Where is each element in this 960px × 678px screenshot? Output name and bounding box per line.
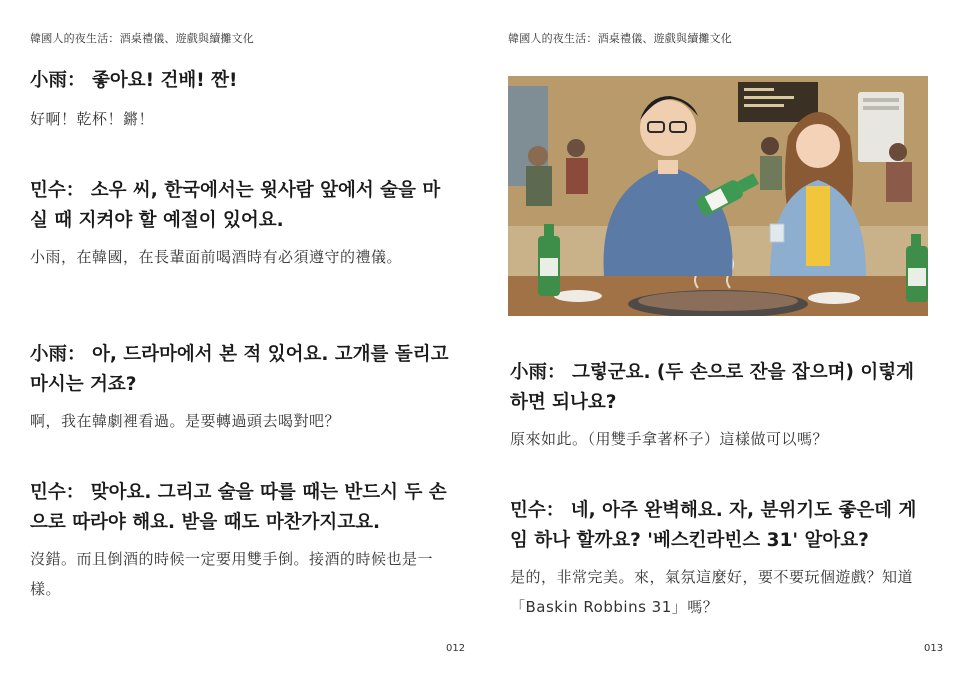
dialogue-line <box>510 496 930 622</box>
korean-text: 그렇군요. (두 손으로 잔을 잡으며) 이렇게 하면 되나요? <box>510 362 915 413</box>
chinese-translation: 小雨，在韓國，在長輩面前喝酒時有必須遵守的禮儀。 <box>30 248 403 266</box>
right-page <box>480 0 960 678</box>
page-number: 012 <box>446 643 466 654</box>
korean-text: 소우 씨, 한국에서는 윗사람 앞에서 술을 마실 때 지켜야 할 예절이 있어요. <box>30 180 441 231</box>
dialogue-line <box>510 358 930 454</box>
korean-line <box>30 340 450 400</box>
speaker: 민수： <box>510 500 565 521</box>
speaker: 小雨： <box>510 362 566 383</box>
korean-line <box>510 496 930 556</box>
running-head: 韓國人的夜生活：酒桌禮儀、遊戲與續攤文化 <box>508 32 732 45</box>
korean-text: 아, 드라마에서 본 적 있어요. 고개를 돌리고 마시는 거죠? <box>30 344 449 395</box>
illustration <box>508 76 928 316</box>
korean-line <box>30 478 450 538</box>
korean-text: 맞아요. 그리고 술을 따를 때는 반드시 두 손으로 따라야 해요. 받을 때도 마찬가지고요. <box>30 482 447 533</box>
chinese-translation: 沒錯。而且倒酒的時候一定要用雙手倒。接酒的時候也是一樣。 <box>30 550 434 598</box>
chinese-translation: 原來如此。（用雙手拿著杯子）這樣做可以嗎？ <box>510 430 829 448</box>
dialogue-line <box>30 66 450 134</box>
korean-text: 네, 아주 완벽해요. 자, 분위기도 좋은데 게임 하나 할까요? '베스킨라빈스 31' 알아요? <box>510 500 917 551</box>
speaker: 민수： <box>30 482 85 503</box>
chinese-translation: 啊，我在韓劇裡看過。是要轉過頭去喝對吧？ <box>30 412 341 430</box>
dialogue-line <box>30 478 450 604</box>
chinese-translation: 好啊！乾杯！鏘！ <box>30 110 155 128</box>
korean-line <box>30 66 450 96</box>
running-head: 韓國人的夜生活：酒桌禮儀、遊戲與續攤文化 <box>30 32 254 45</box>
speaker: 小雨： <box>30 70 86 91</box>
chinese-translation: 是的，非常完美。來，氣氛這麼好，要不要玩個遊戲？知道「Baskin Robbins 31」嗎？ <box>510 568 914 616</box>
page-number: 013 <box>924 643 944 654</box>
korean-line <box>510 358 930 418</box>
speaker: 민수： <box>30 180 85 201</box>
korean-text: 좋아요! 건배! 짠! <box>91 70 238 91</box>
korean-line <box>30 176 450 236</box>
speaker: 小雨： <box>30 344 86 365</box>
dialogue-line <box>30 340 450 436</box>
dialogue-line <box>30 176 450 272</box>
